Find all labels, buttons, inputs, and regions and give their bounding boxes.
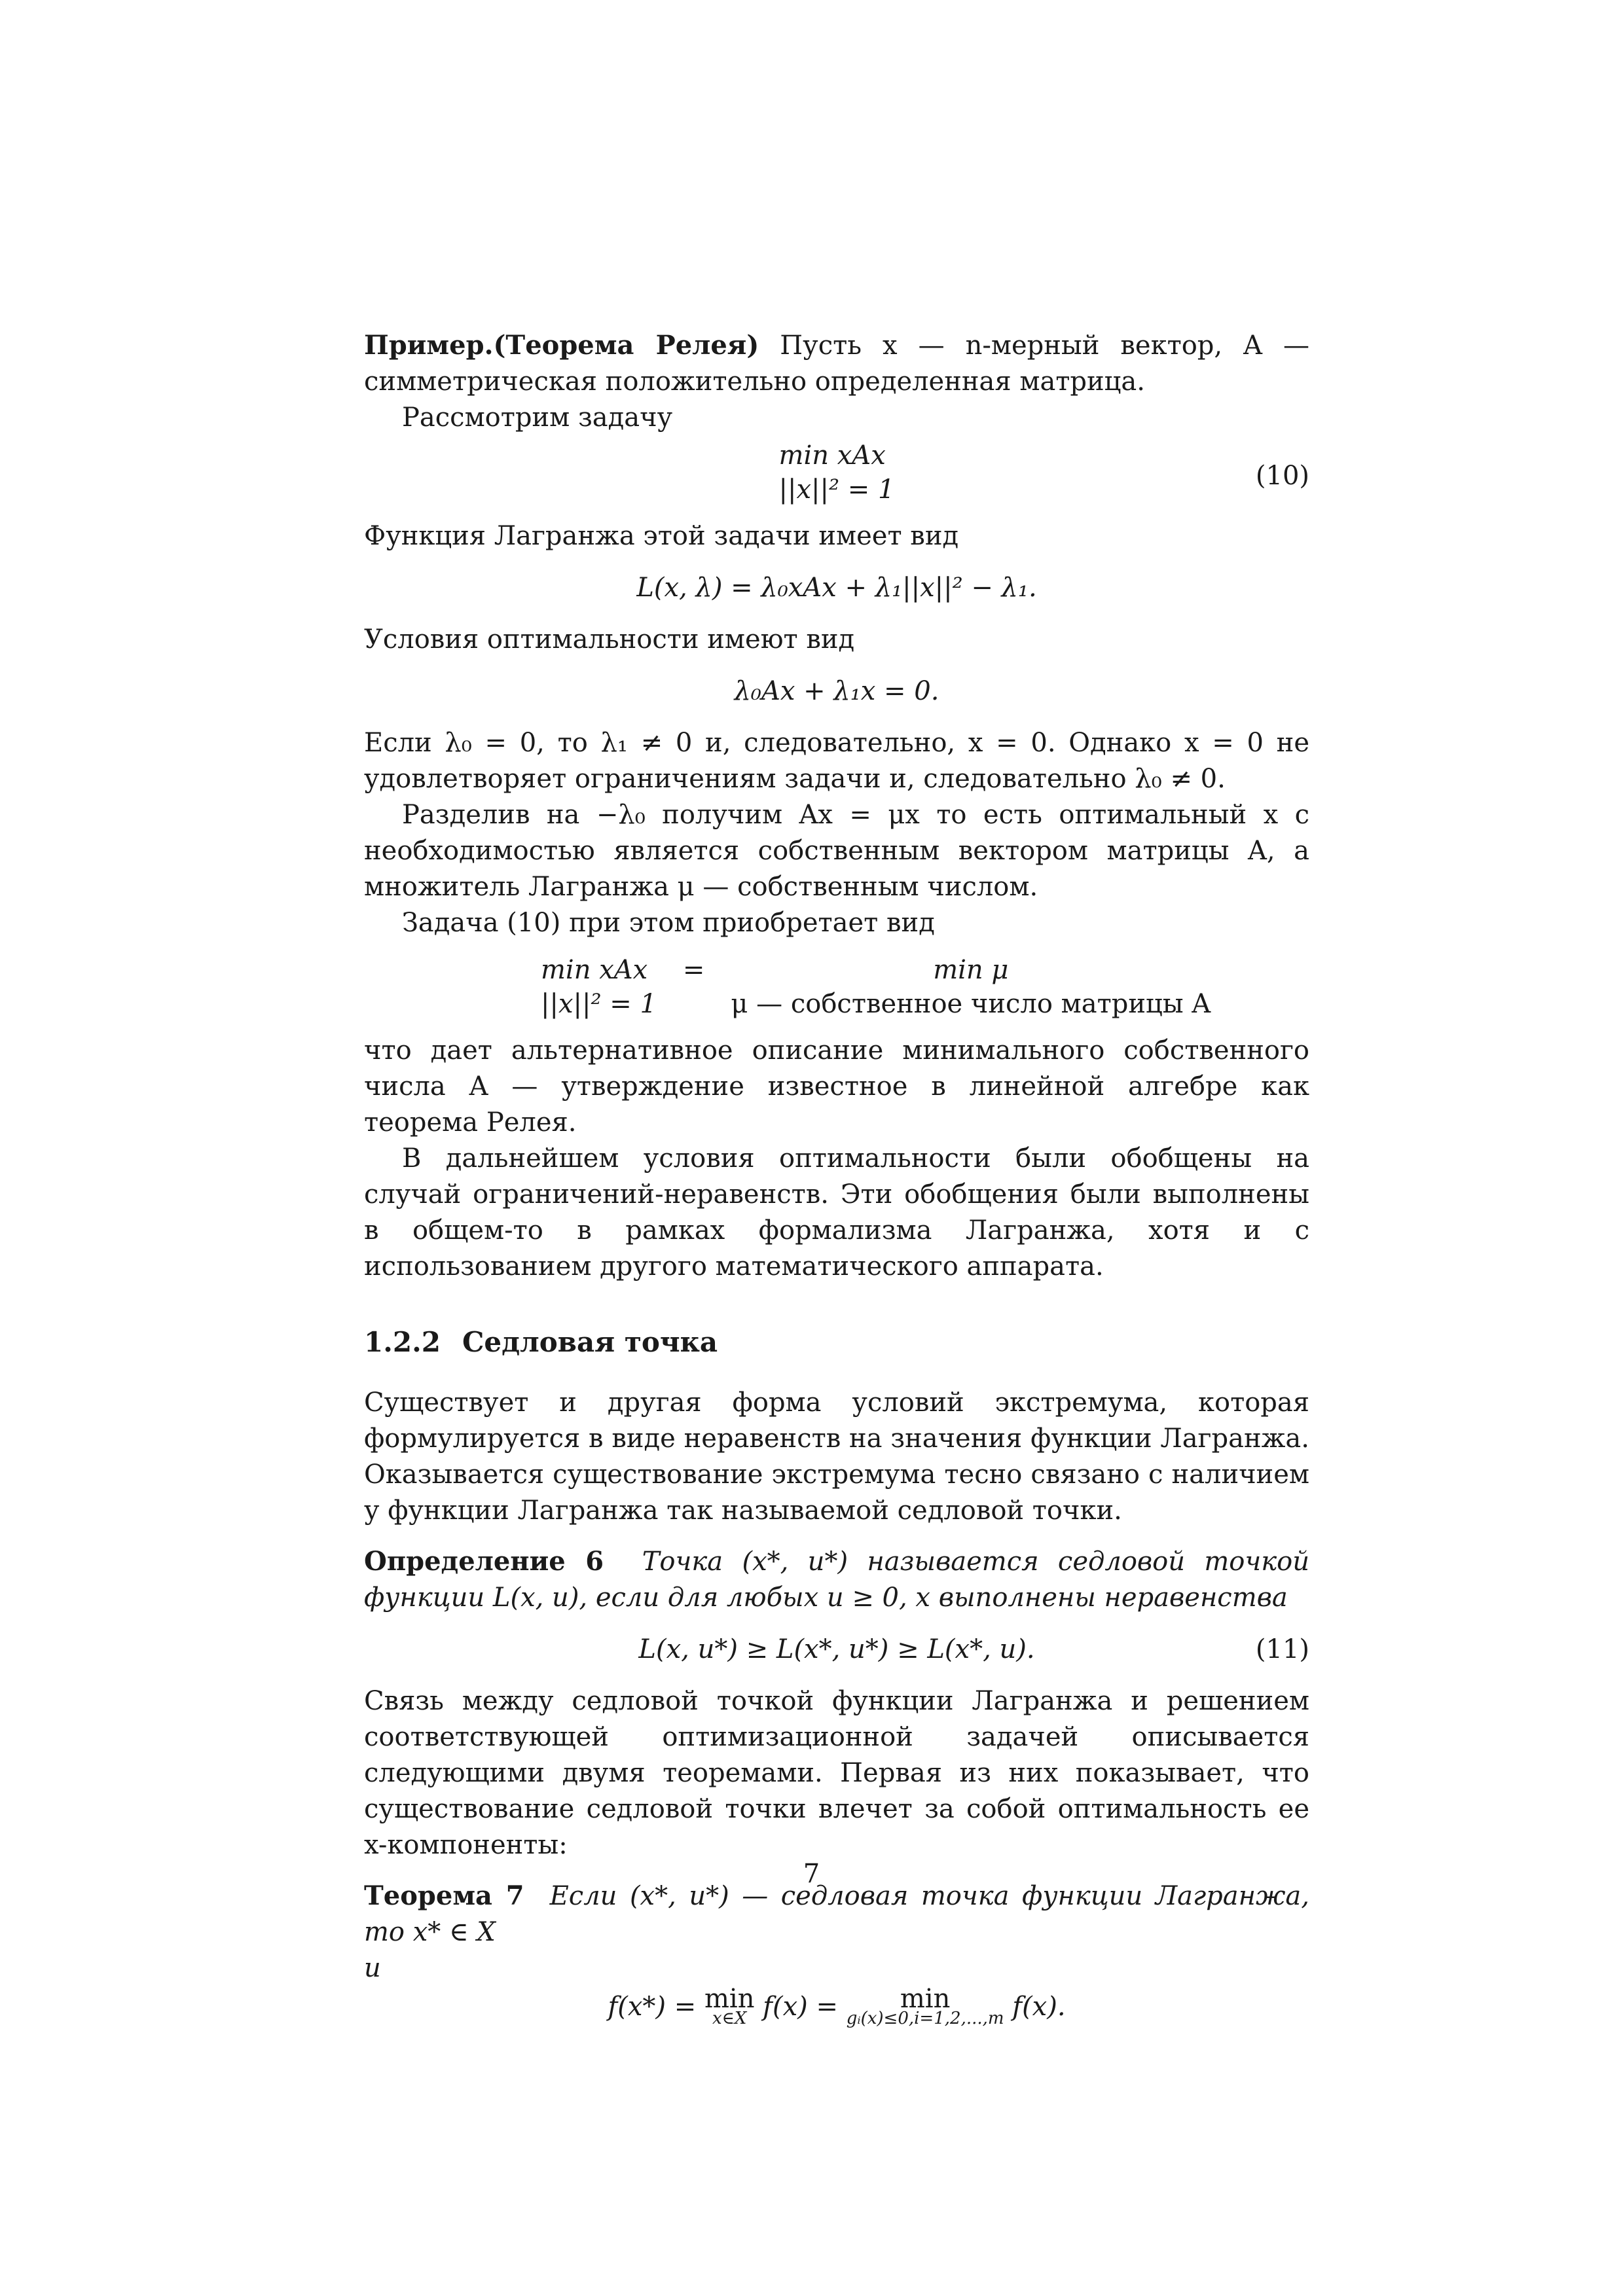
eq10-number: (10) bbox=[1255, 461, 1309, 491]
min-constraints bbox=[846, 1984, 1004, 2028]
min1-word: min bbox=[704, 1984, 755, 2014]
theorem-text: Если (x*, u*) — седловая точка функции Лагранжа, то x* ∈ X bbox=[364, 1881, 1309, 1947]
paragraph-gives: что дает альтернативное описание минимального собственного числа A — утверждение известное в линейной алгебре как теорема Релея. bbox=[364, 1035, 1309, 1138]
paragraph-task: Задача (10) при этом приобретает вид bbox=[402, 908, 935, 938]
section-heading bbox=[364, 1324, 1309, 1360]
eq11-number: (11) bbox=[1255, 1634, 1309, 1664]
align-right-1: min μ bbox=[933, 955, 1009, 985]
theorem-label: Теорема 7 bbox=[364, 1880, 524, 1911]
min2-subscript: gᵢ(x)≤0,i=1,2,...,m bbox=[846, 2009, 1004, 2028]
definition-text: Точка (x*, u*) называется седловой точкой функции L(x, u), если для любых u ≥ 0, x выполнены неравенства bbox=[364, 1547, 1309, 1613]
align-left-1: min xAx bbox=[541, 955, 648, 985]
eq10-line2: ||x||² = 1 bbox=[778, 475, 895, 505]
section-title: Седловая точка bbox=[462, 1326, 718, 1358]
optimality-intro: Условия оптимальности имеют вид bbox=[364, 624, 855, 655]
lagrange-intro: Функция Лагранжа этой задачи имеет вид bbox=[364, 521, 959, 551]
equation-10 bbox=[364, 441, 1309, 513]
definition-label: Определение 6 bbox=[364, 1546, 604, 1577]
page-number: 7 bbox=[803, 1859, 820, 1889]
align-equals: = bbox=[682, 955, 705, 985]
example-intro: Пусть x — n-мерный вектор, A — симметрическая положительно определенная матрица. bbox=[364, 331, 1309, 397]
eq10-line1: min xAx bbox=[778, 440, 886, 471]
min1-subscript: x∈X bbox=[712, 2009, 747, 2028]
consider-line: Рассмотрим задачу bbox=[402, 403, 673, 433]
align-right-2: μ — собственное число матрицы A bbox=[731, 989, 1211, 1019]
theorem-eq-mid: f(x) = bbox=[763, 1992, 847, 2022]
paragraph-if: Если λ₀ = 0, то λ₁ ≠ 0 и, следовательно, x = 0. Однако x = 0 не удовлетворяет ограничениям задачи и, следовательно λ₀ ≠ 0. bbox=[364, 728, 1309, 794]
example-paragraph bbox=[364, 327, 1309, 400]
theorem-eq-lhs: f(x*) = bbox=[608, 1992, 704, 2022]
page-body bbox=[364, 327, 1309, 2034]
section-paragraph: Существует и другая форма условий экстремума, которая формулируется в виде неравенств на значения функции Лагранжа. Оказывается существование экстремума тесно связано с наличием у функции Лагранжа так называемой седловой точки. bbox=[364, 1388, 1309, 1526]
theorem-cont: и bbox=[364, 1953, 381, 1983]
definition-block bbox=[364, 1543, 1309, 1616]
min2-word: min bbox=[900, 1984, 951, 2014]
paragraph-link: Связь между седловой точкой функции Лагранжа и решением соответствующей оптимизационной задачей описывается следующими двумя теоремами. Первая из них показывает, что существование седловой точки влечет за собой оптимальность ее x-компоненты: bbox=[364, 1686, 1309, 1860]
theorem-equation bbox=[364, 1984, 1309, 2028]
aligned-equation bbox=[528, 953, 1224, 1021]
equation-11 bbox=[364, 1632, 1309, 1668]
section-number: 1.2.2 bbox=[364, 1326, 441, 1358]
lagrange-equation: L(x, λ) = λ₀xAx + λ₁||x||² − λ₁. bbox=[636, 573, 1037, 603]
example-heading: Пример.(Теорема Релея) bbox=[364, 330, 759, 361]
paragraph-divide: Разделив на −λ₀ получим Ax = μx то есть оптимальный x с необходимостью является собственным вектором матрицы A, а множитель Лагранжа μ — собственным числом. bbox=[364, 800, 1309, 902]
min-x-in-X bbox=[704, 1984, 755, 2028]
theorem-eq-rhs: f(x). bbox=[1012, 1992, 1066, 2022]
align-left-2: ||x||² = 1 bbox=[541, 989, 657, 1019]
eq11-body: L(x, u*) ≥ L(x*, u*) ≥ L(x*, u). bbox=[638, 1634, 1035, 1664]
optimality-equation: λ₀Ax + λ₁x = 0. bbox=[734, 676, 939, 706]
paragraph-further: В дальнейшем условия оптимальности были обобщены на случай ограничений-неравенств. Эти обобщения были выполнены в общем-то в рамках формализма Лагранжа, хотя и с использованием другого математического аппарата. bbox=[364, 1143, 1309, 1282]
theorem-block bbox=[364, 1878, 1309, 1986]
